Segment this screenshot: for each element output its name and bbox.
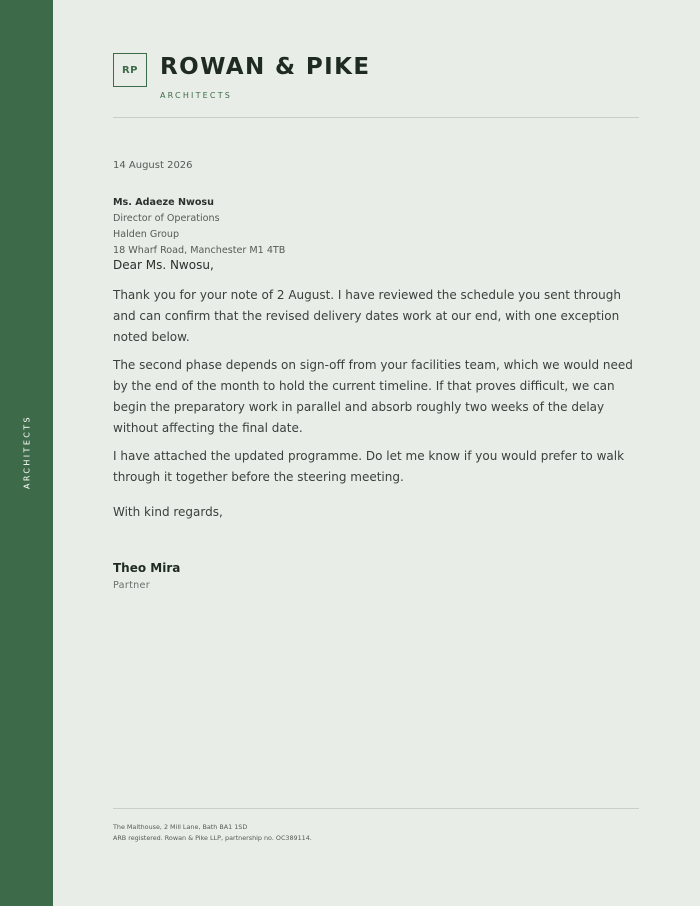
recipient-name: Ms. Adaeze Nwosu [113, 197, 214, 208]
letter-date: 14 August 2026 [113, 160, 193, 171]
firm-subtitle: ARCHITECTS [160, 91, 233, 100]
signatory-title: Partner [113, 580, 150, 591]
closing: With kind regards, [113, 505, 223, 519]
body-paragraph: Thank you for your note of 2 August. I have reviewed the schedule you sent through and can confirm that the revised delivery dates work at our end, with one exception noted below. [113, 288, 621, 344]
firm-name: ROWAN & PIKE [160, 54, 371, 80]
body-paragraph: I have attached the updated programme. Do let me know if you would prefer to walk through it together before the steering meeting. [113, 449, 625, 484]
footer-registration: ARB registered. Rowan & Pike LLP, partnership no. OC389114. [113, 834, 312, 842]
recipient-block [113, 195, 285, 259]
signatory-name: Theo Mira [113, 561, 181, 575]
body-paragraph: The second phase depends on sign-off from your facilities team, which we would need by the end of the month to hold the current timeline. If that proves difficult, we can begin the preparatory work in parallel and absorb roughly two weeks of the delay without affecting the final date. [113, 358, 633, 435]
recipient-address: 18 Wharf Road, Manchester M1 4TB [113, 245, 286, 256]
recipient-company: Halden Group [113, 229, 180, 240]
sidebar-label: ARCHITECTS [22, 414, 32, 490]
footer [113, 822, 312, 844]
recipient-title: Director of Operations [113, 213, 220, 224]
footer-divider [113, 808, 639, 809]
sidebar-band [0, 0, 53, 906]
monogram-logo: RP [113, 53, 147, 87]
header-divider [113, 117, 639, 118]
salutation: Dear Ms. Nwosu, [113, 258, 214, 272]
footer-address: The Malthouse, 2 Mill Lane, Bath BA1 1SD [113, 823, 248, 831]
letter-body [113, 285, 639, 495]
